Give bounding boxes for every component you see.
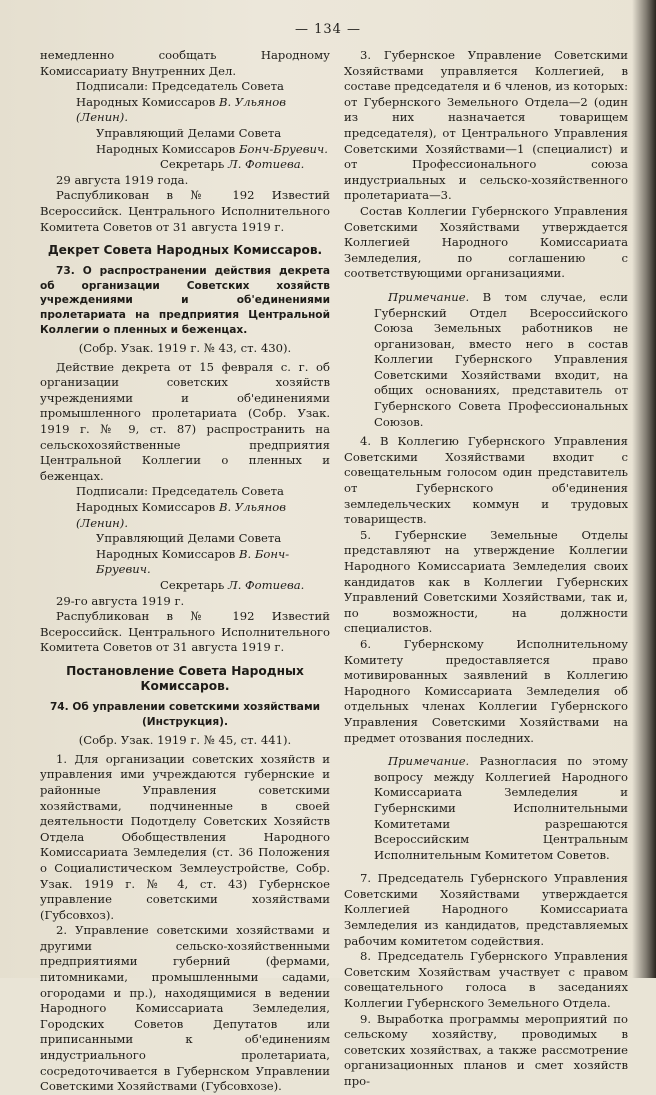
doc-74-paragraph-1: 1. Для организации советских хозяйств и управления ими учреждаются губернские и районные Управления советскими хозяйствами, подчиненные в своей деятельности Подотделу Советских Хозяйств Отдела Обобществления Народного Комиссариата Земледелия (ст. 36 Положения о Социалистическом Землеустройстве, Собр. Узак. 1919 г. № 4, ст. 43) Губернское управление советскими хозяйствами (Губсовхоз). [40, 751, 330, 922]
signature-block-1 [40, 79, 330, 235]
signatory-secretary-title: Секретарь [160, 157, 225, 172]
doc-74-paragraph-7: 7. Председатель Губернского Управления Советскими Хозяйствами утверждается Коллегией Народного Комиссариата Земледелия из кандидатов, представляемых рабочим комитетом содействия. [344, 871, 628, 948]
publication-note: Распубликован в № 192 Известий Всероссийск. Центрального Исполнительного Комитета Советов от 31 августа 1919 г. [40, 609, 330, 655]
doc-74-paragraph-3b: Состав Коллегии Губернского Управления Советскими Хозяйствами утверждается Коллегией Народного Комиссариата Земледелия, по соглашению с соответствующими организациями. [344, 203, 628, 281]
signature-date: 29-го августа 1919 г. [56, 593, 185, 608]
doc-74-paragraph-6: 6. Губернскому Исполнительному Комитету предоставляется право мотивированных заявлений в Коллегию Народного Комиссариата Земледелия об отдельных членах Коллегии Губернского Управления Советскими Хозяйствами на предмет отозвания последних. [344, 636, 628, 745]
doc-74-paragraph-8: 8. Председатель Губернского Управления Советским Хозяйствам участвует с правом совещательного голоса в заседаниях Коллегии Губернского Земельного Отдела. [344, 949, 628, 1011]
note-2 [374, 754, 628, 863]
doc-74-paragraph-2: 2. Управление советскими хозяйствами и другими сельско-хозяйственными предприятиями губерний (фермами, питомниками, промышленными садами, огородами и пр.), находящимися в ведении Народного Комиссариата Земледелия, Городских Советов Депутатов или приписанными к об'единениям индустриального пролетариата, сосредоточивается в Губернском Управлении Советскими Хозяйствами (Губсовхозе). [40, 923, 330, 1094]
signatory-secretary-name: Л. Фотиева. [228, 578, 305, 592]
signatory-chair-name: В. Ульянов (Ленин). [76, 500, 286, 530]
signatory-chair-title: Подписали: Председатель Совета Народных Комиссаров [76, 79, 284, 109]
signatory-secretary-name: Л. Фотиева. [228, 157, 305, 172]
doc-74-paragraph-3: 3. Губернское Управление Советскими Хозяйствами управляется Коллегией, в составе председателя и 6 членов, из которых: от Губернского Земельного Отдела—2 (один из них назначается товарищем председателя), от Центрального Управления Советскими Хозяйствами—1 (специалист) и от Профессионального союза индустриальных и сельско-хозяйственного пролетариата—3. [344, 48, 628, 203]
signatory-chair-title: Подписали: Председатель Совета Народных Комиссаров [76, 484, 284, 515]
note-label: Примечание. [388, 289, 470, 304]
continued-paragraph: немедленно сообщать Народному Комиссариату Внутренних Дел. [40, 48, 330, 78]
doc-73-source: (Собр. Узак. 1919 г. № 43, ст. 430). [78, 341, 292, 356]
signature-block-2 [40, 484, 330, 656]
note-1 [374, 290, 628, 430]
publication-note: Распубликован в № 192 Известий Всероссийск. Центрального Исполнительного Комитета Советов от 31 августа 1919 г. [40, 188, 330, 234]
doc-74-source: (Собр. Узак. 1919 г. № 45, ст. 441). [78, 733, 292, 748]
note-text: В том случае, если Губернский Отдел Всероссийского Союза Земельных работников не организован, вместо него в состав Коллегии Губернского Управления Советскими Хозяйствами входит, на общих основаниях, представитель от Губернского Совета Профессиональных Союзов. [374, 289, 628, 429]
note-label: Примечание. [388, 754, 470, 769]
signatory-manager-title: Управляющий Делами Совета Народных Комиссаров [96, 125, 282, 156]
signatory-secretary-title: Секретарь [160, 578, 225, 592]
left-column [40, 48, 330, 1095]
doc-74-paragraph-4: 4. В Коллегию Губернского Управления Советскими Хозяйствами входит с совещательным голосом один представитель от Губернского об'единения земледельческих коммун и трудовых товариществ. [344, 434, 628, 527]
section-heading-resolution: Постановление Совета Народных Комиссаров. [66, 663, 304, 693]
signature-date: 29 августа 1919 года. [56, 172, 189, 187]
signatory-manager-name: В. Бонч-Бруевич. [96, 546, 290, 577]
right-column [344, 48, 628, 1090]
page-number: — 134 — [294, 22, 362, 37]
doc-74-paragraph-5: 5. Губернские Земельные Отделы представляют на утверждение Коллегии Народного Комиссариата Земледелия своих кандидатов как в Коллегии Губернских Управлений Советскими Хозяйствами, так и, по возможности, на должности специалистов. [344, 527, 628, 636]
page-edge-shadow [632, 0, 656, 978]
note-text: Разногласия по этому вопросу между Коллегией Народного Комиссариата Земледелия и Губернскими Исполнительными Комитетами разрешаются Всероссийским Центральным Исполнительным Комитетом Советов. [374, 754, 629, 862]
signatory-manager-name: Бонч-Бруевич. [238, 141, 328, 156]
doc-74-paragraph-9: 9. Выработка программы мероприятий по сельскому хозяйству, проводимых в советских хозяйствах, а также рассмотрение организационных планов и смет хозяйств про- [344, 1011, 628, 1088]
signatory-manager-title: Управляющий Делами Совета Народных Комиссаров [96, 531, 282, 561]
doc-74-title: 74. Об управлении советскими хозяйствами (Инструкция). [49, 700, 321, 728]
signatory-chair-name: В. Ульянов (Ленин). [76, 94, 286, 125]
doc-73-text: Действие декрета от 15 февраля с. г. об организации советских хозяйств учреждениями и об'единениями промышленного пролетариата (Собр. Узак. 1919 г. № 9, ст. 87) распространить на сельскохозяйственные предприятия Центральной Коллегии о пленных и беженцах. [40, 359, 330, 483]
section-heading-decree: Декрет Совета Народных Комиссаров. [47, 243, 323, 258]
doc-73-title: 73. О распространении действия декрета об организации Советских хозяйств учреждениями и об'единениями пролетариата на предприятия Центральной Коллегии о пленных и беженцах. [40, 265, 330, 336]
